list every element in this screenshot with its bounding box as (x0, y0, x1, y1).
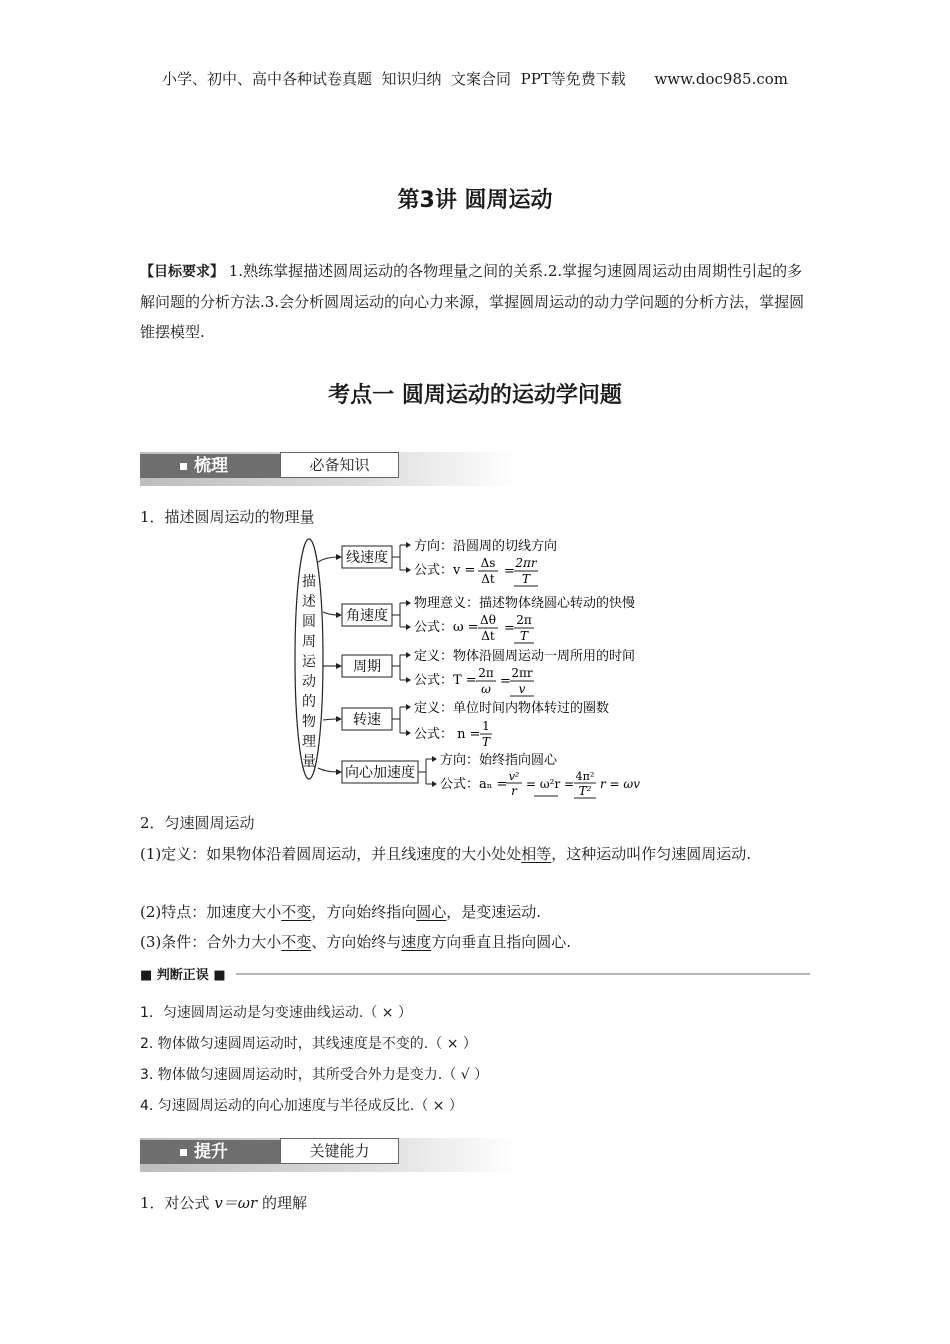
section-title: 考点一 圆周运动的运动学问题 (328, 383, 622, 408)
node-formula-prefix: 公式：aₙ = (440, 777, 508, 792)
frac-den: Δt (481, 629, 495, 643)
node-label: 角速度 (346, 608, 388, 624)
node-formula-prefix: 公式：T = (414, 673, 477, 688)
node-label: 转速 (353, 712, 381, 728)
node-label: 周期 (353, 659, 381, 675)
root-char: 运 (302, 654, 316, 670)
frac-num: 1 (482, 719, 490, 733)
root-char: 的 (302, 694, 316, 710)
judge-item: 1．匀速圆周运动是匀变速曲线运动.（ × ） (140, 1005, 412, 1021)
condition-paragraph (140, 927, 812, 957)
blank-answer: 不变 (281, 933, 312, 951)
root-char: 述 (302, 594, 316, 610)
banner-review (140, 452, 518, 486)
blank-answer: 相等 (521, 845, 552, 863)
root-label (302, 573, 317, 770)
text-part: ，方向始终指向 (311, 903, 417, 921)
root-char: 周 (302, 634, 316, 650)
definition-paragraph (140, 839, 812, 869)
banner-review-box: 必备知识 (280, 452, 399, 478)
item-3-heading (140, 1188, 812, 1218)
frac-den: r (511, 784, 517, 798)
node-desc: 方向：始终指向圆心 (440, 753, 558, 768)
frac-den: ω (481, 682, 491, 696)
root-char: 动 (302, 674, 316, 690)
frac-num: 4π² (575, 770, 595, 783)
eq-sign: = (504, 621, 515, 636)
node-label: 向心加速度 (345, 765, 415, 781)
node-desc: 方向：沿圆周的切线方向 (414, 539, 558, 554)
text-part: ，是变速运动. (446, 903, 542, 921)
node-formula-prefix: 公式：v = (414, 563, 476, 578)
divider (236, 973, 810, 975)
frac-den: T² (578, 784, 592, 798)
eq-sign: = (500, 674, 511, 689)
judge-label: ■ 判断正误 ■ (140, 968, 226, 983)
node-formula-prefix: 公式：ω = (414, 620, 479, 635)
node-desc: 定义：物体沿圆周运动一周所用的时间 (414, 649, 636, 664)
node-label: 线速度 (346, 550, 388, 566)
text-part: 、方向始终与 (311, 933, 402, 951)
frac-num: Δs (480, 556, 496, 570)
banner-improve (140, 1138, 518, 1172)
frac-num: 2πr (515, 556, 537, 570)
frac-den: v (518, 682, 526, 696)
blank-answer: 速度 (401, 933, 432, 951)
text-part: (3)条件：合外力大小 (140, 933, 282, 951)
page-header: 小学、初中、高中各种试卷真题 知识归纳 文案合同 PPT等免费下载 www.doc985.com (161, 70, 788, 88)
text-part: 方向垂直且指向圆心. (431, 933, 572, 951)
concept-diagram (290, 532, 710, 802)
item-1-heading: 1．描述圆周运动的物理量 (140, 508, 315, 526)
frac-den: T (519, 629, 529, 643)
page-title: 第3讲 圆周运动 (397, 188, 553, 213)
root-char: 描 (302, 574, 316, 590)
text-part: 的理解 (257, 1194, 307, 1212)
frac-den: T (521, 572, 531, 586)
text-part: ，这种运动叫作匀速圆周运动. (551, 845, 752, 863)
judge-item: 3. 物体做匀速圆周运动时，其所受合外力是变力.（ √ ） (140, 1067, 489, 1083)
feature-paragraph (140, 897, 812, 927)
eq-sign: = ω²r = (526, 777, 575, 791)
frac-num: 2π (478, 666, 494, 680)
judge-item: 2. 物体做匀速圆周运动时，其线速度是不变的.（ × ） (140, 1036, 477, 1052)
formula-tail: r = ωv (600, 777, 640, 791)
goals-text: 1.熟练掌握描述圆周运动的各物理量之间的关系.2.掌握匀速圆周运动由周期性引起的多解问题的分析方法.3.会分析圆周运动的向心力来源，掌握圆周运动的动力学问题的分析方法，掌握圆锥摆模型. (140, 262, 805, 341)
eq-sign: = (504, 564, 515, 579)
root-char: 理 (302, 734, 316, 750)
formula: v＝ωr (214, 1194, 258, 1212)
text-part: 1．对公式 (140, 1194, 215, 1212)
frac-num: 2π (516, 613, 532, 627)
banner-improve-box: 关键能力 (280, 1138, 399, 1164)
judge-item: 4. 匀速圆周运动的向心加速度与半径成反比.（ × ） (140, 1098, 463, 1114)
frac-num: Δθ (480, 613, 496, 627)
frac-den: Δt (481, 572, 495, 586)
root-char: 量 (302, 754, 316, 770)
square-bullet-icon (180, 463, 187, 470)
frac-num: v² (508, 770, 520, 783)
root-char: 物 (302, 714, 316, 730)
item-2-heading: 2．匀速圆周运动 (140, 814, 255, 832)
root-char: 圆 (302, 614, 316, 630)
blank-answer: 不变 (281, 903, 312, 921)
square-bullet-icon (180, 1149, 187, 1156)
arrow-heads (336, 554, 342, 775)
frac-num: 2πr (511, 666, 533, 680)
banner-review-label: 梳理 (194, 456, 228, 476)
blank-answer: 圆心 (416, 903, 447, 921)
node-desc: 定义：单位时间内物体转过的圈数 (414, 701, 610, 716)
node-desc: 物理意义：描述物体绕圆心转动的快慢 (414, 596, 636, 611)
node-formula-prefix: 公式： n = (414, 727, 481, 742)
goals-label: 【目标要求】 (140, 264, 224, 280)
text-part: (2)特点：加速度大小 (140, 903, 282, 921)
banner-improve-label: 提升 (194, 1142, 228, 1162)
text-part: (1)定义：如果物体沿着圆周运动，并且线速度的大小处处 (140, 845, 522, 863)
judge-header (140, 964, 812, 984)
learning-goals (140, 256, 812, 347)
frac-den: T (481, 735, 491, 749)
